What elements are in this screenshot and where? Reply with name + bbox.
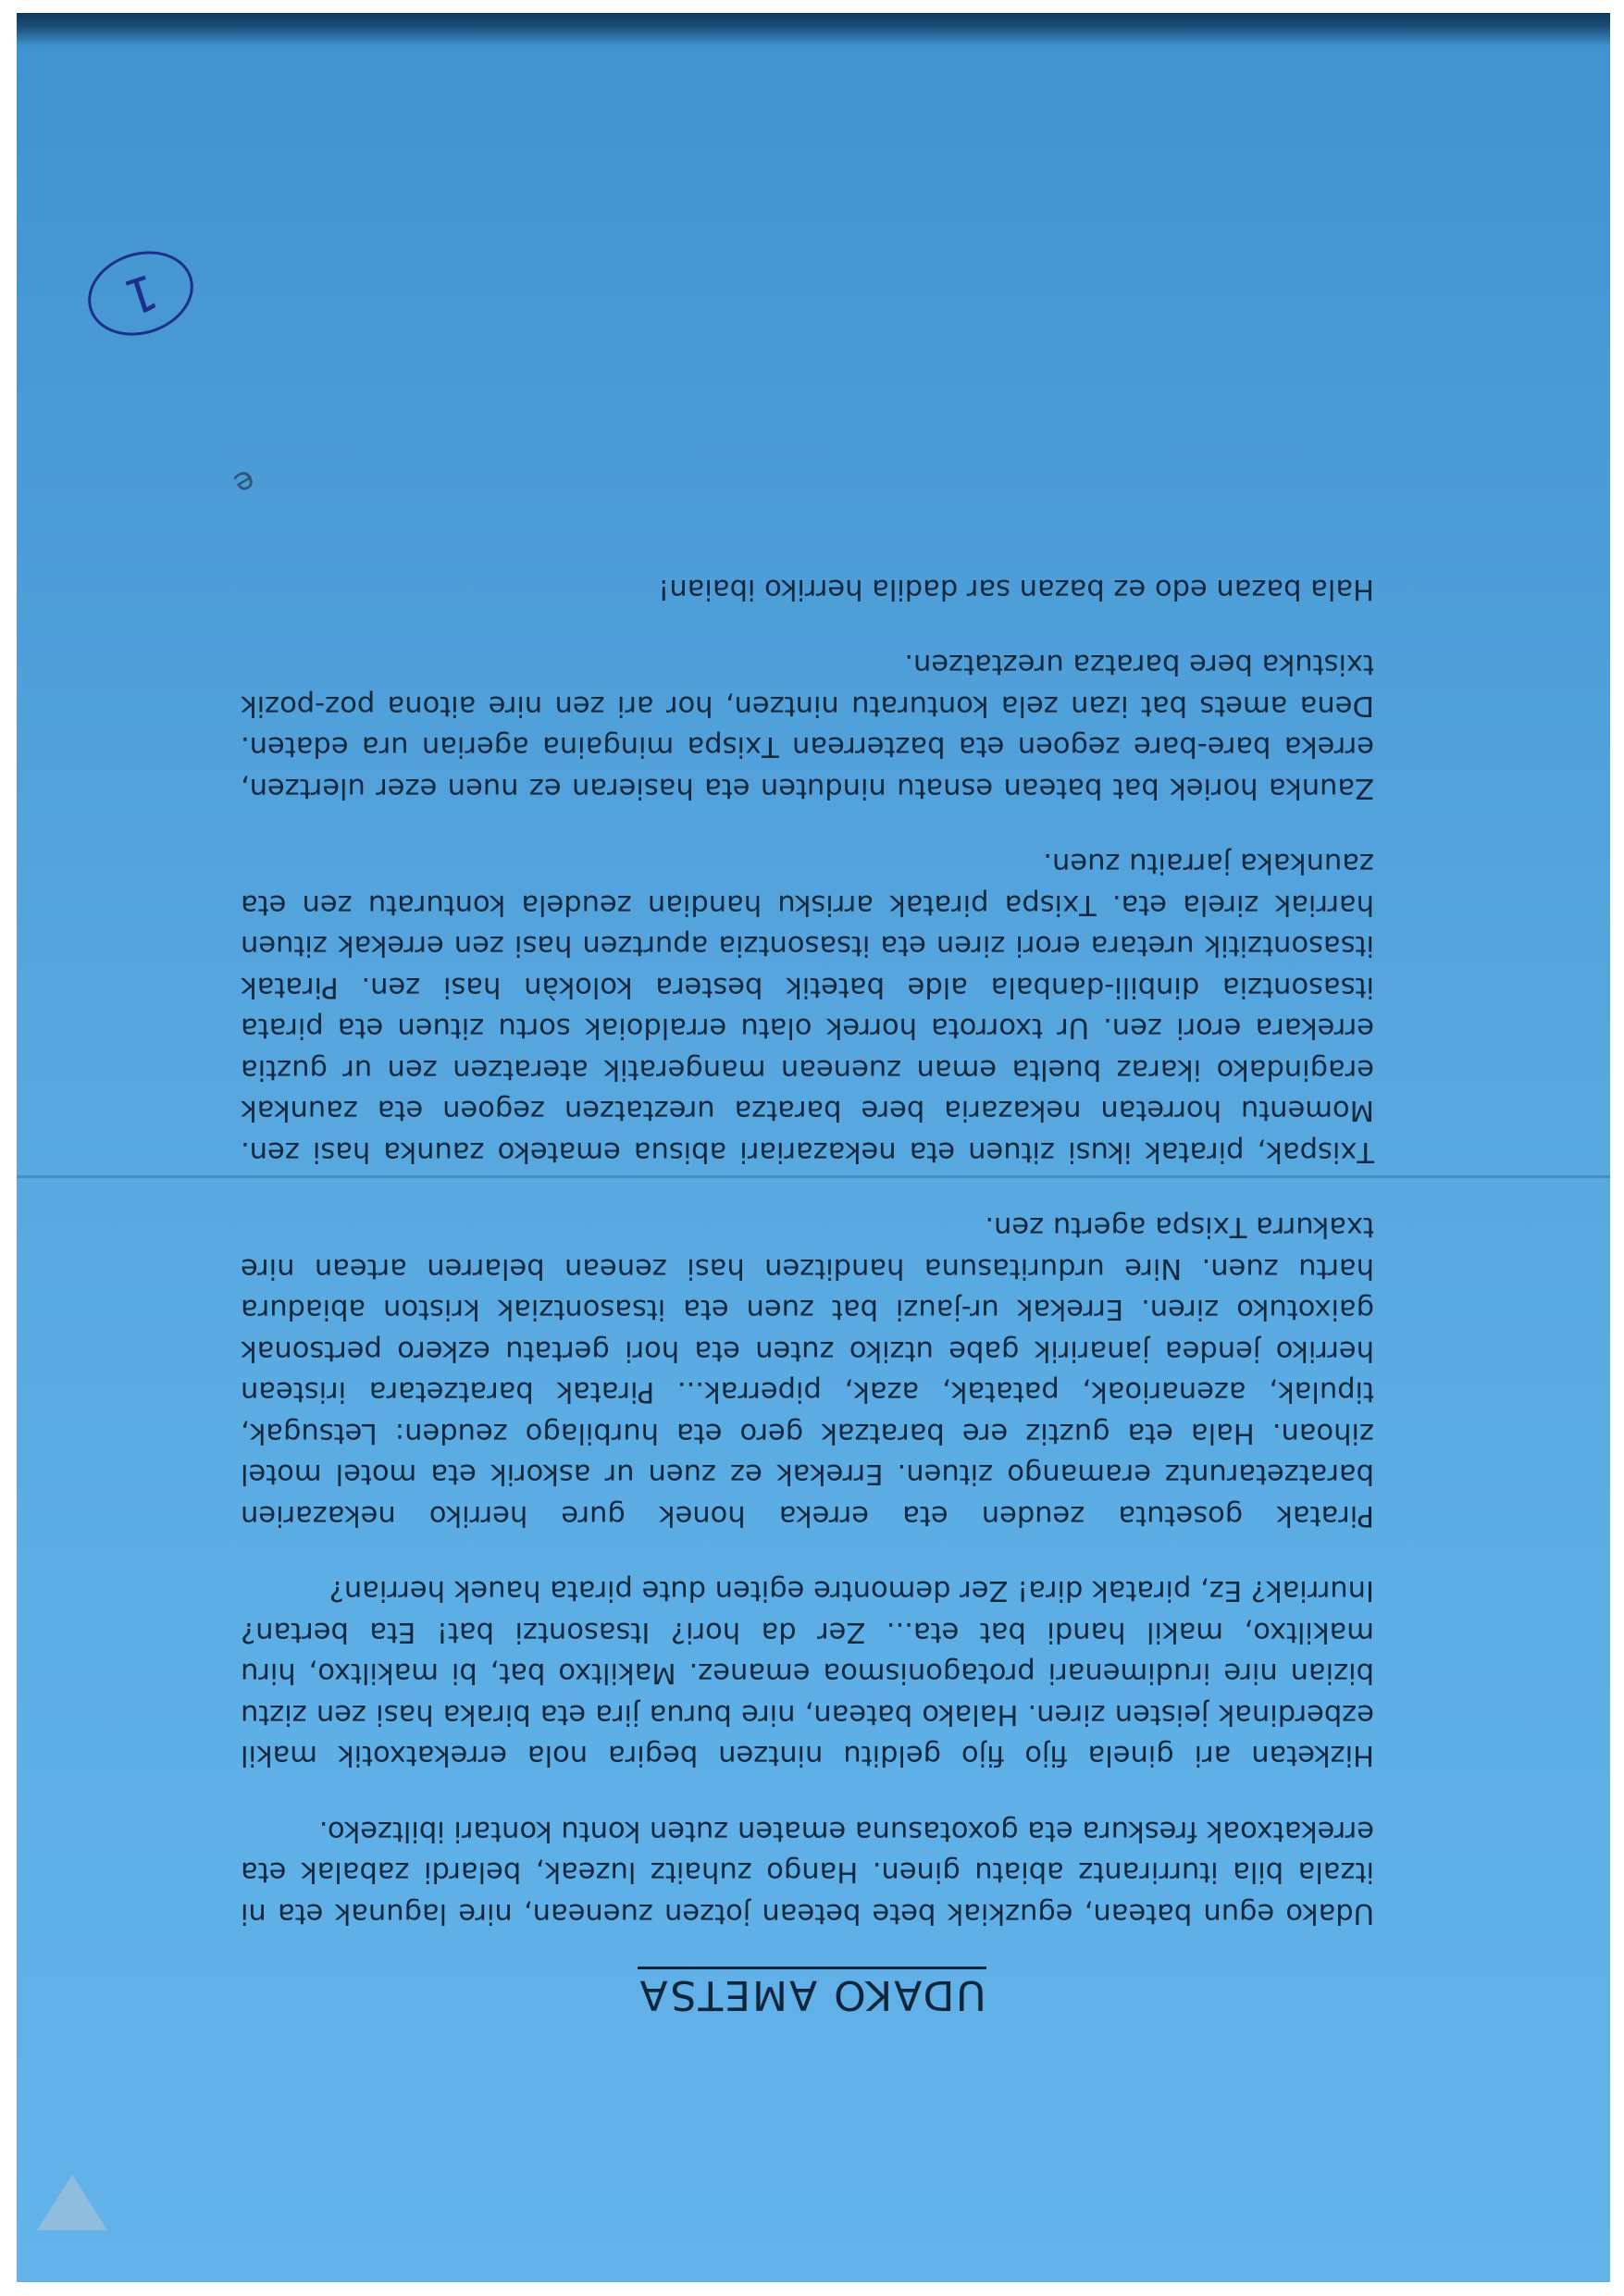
paragraph-1: Udako egun batean, eguzkiak bete betean jotzen zuenean, nire lagunak eta ni itzala bila iturrirantz abiatu ginen. Hango zuhaitz luzeak, belardi zabalak eta errekatxoak freskura eta goxotasuna ematen zuten kontu kontari ibiltzeko. xyxy=(241,1815,1374,1930)
folded-corner xyxy=(37,2175,107,2230)
document-title xyxy=(0,1971,1624,2018)
paragraph-6: Hala bazan edo ez bazan sar dadila herriko ibaian! xyxy=(658,573,1374,605)
paragraph-4: Txispak, piratak ikusi zituen eta nekazariari abisua emateko zaunka hasi zen. Momentu horretan nekazaria bere baratza ureztatzen zegoen eta zaunkak eragindako ikaraz buelta eman zuenean mangeratik ateratzen zen ur guztia errekara erori zen. Ur txorrota horrek olatu erraldoiak sortu zituen eta pirata itsasontzia dinbili-danbala alde batetik bestera kolokàn hasi zen. Piratak itsasontzitik uretara erori ziren eta itsasontzia apurtzen hasi zen errekak zituen harriak zirela eta. Txispa piratak arrisku handian zeudela konturatu zen eta zaunkaka jarraitu zuen. xyxy=(241,847,1374,1168)
document-title-text: UDAKO AMETSA xyxy=(638,1967,986,2018)
paragraph-2: Hizketan ari ginela fijo fijo gelditu nintzen begira nola errekatxotik makil ezberdinak jeisten ziren. Halako batean, nire burua jira eta biraka hasi zen ziztu bizian nire irudimenari protagonismoa emanez. Makiltxo bat, bi makiltxo, hiru makiltxo, makil handi bat eta... Zer da hori? Itsasontzi bat! Eta bertan? Inurriak? Ez, piratak dira! Zer demontre egiten dute pirata hauek herrian? xyxy=(241,1574,1374,1772)
handwritten-page-number: 1 xyxy=(77,238,205,349)
document-body xyxy=(241,534,1374,1934)
paragraph-5: Zaunka horiek bat batean esnatu ninduten eta hasieran ez nuen ezer ulertzen, erreka bare-bare zegoen eta bazterrean Txispa mingaina agerian ura edaten. Dena amets bat izan zela konturatu nintzen, hor ari zen nire aitona poz-pozik txistuka bere baratza ureztatzen. xyxy=(241,648,1374,804)
pencil-mark: e xyxy=(227,461,263,503)
paragraph-3: Piratak gosetuta zeuden eta erreka honek gure herriko nekazarien baratzetaruntz eramango zituen. Errekak ez zuen ur askorik eta motel motel zihoan. Hala eta guztiz ere baratzak gero eta hurbilago zeuden: Letsugak, tipulak, azenarioak, patatak, azak, piperrak... Piratak baratzetara iristean herriko jendea janaririk gabe utziko zuten eta hori gertatu ezkero pertsonak gaixotuko ziren. Errekak ur-jauzi bat zuen eta itsasontziak kriston abiadura hartu zuen. Nire urduritasuna handitzen hasi zenean belarren artean nire txakurra Txispa agertu zen. xyxy=(241,1210,1374,1532)
